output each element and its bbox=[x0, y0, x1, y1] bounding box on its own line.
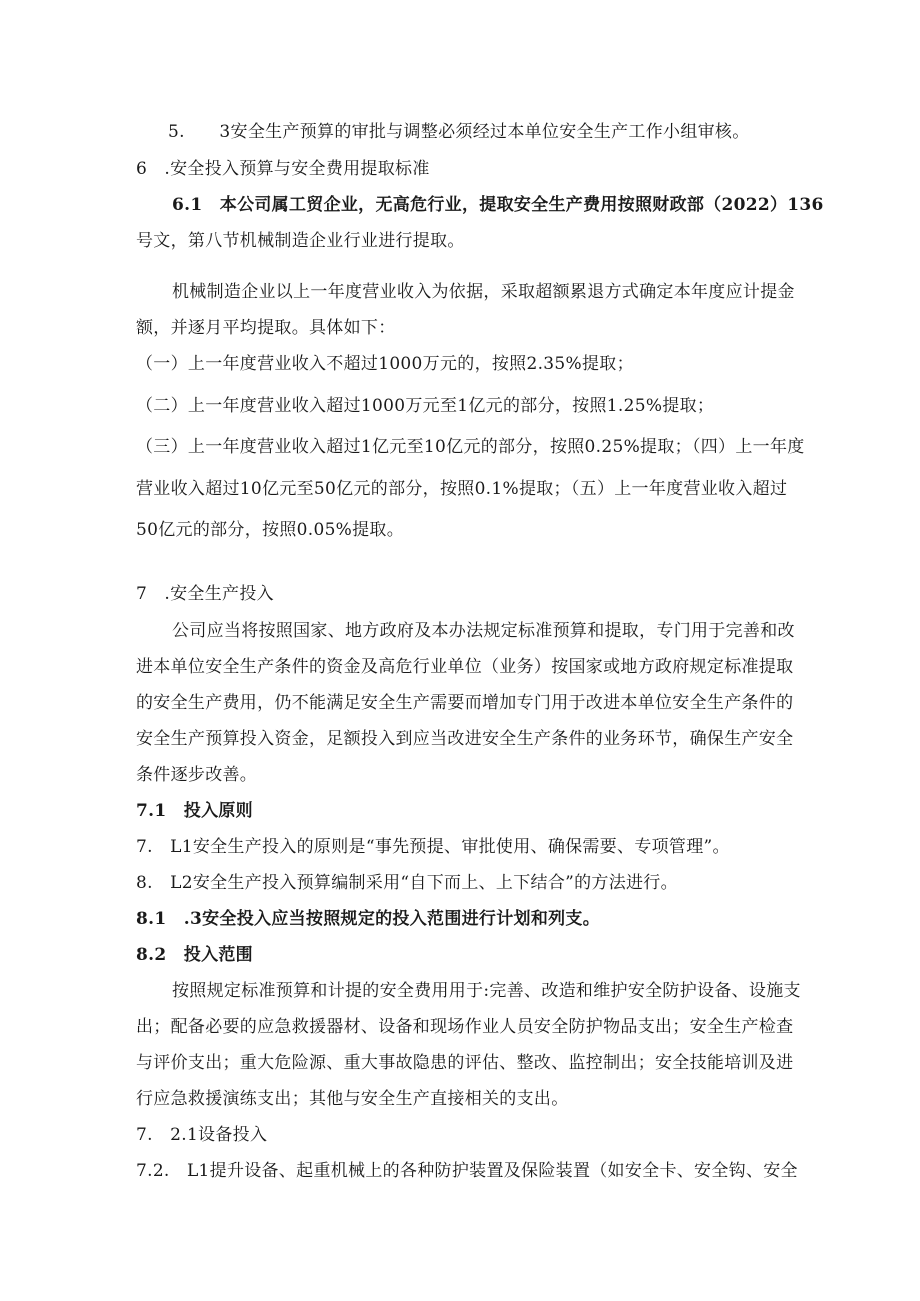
subsection-line: 8.1 .3安全投入应当按照规定的投入范围进行计划和列支。 bbox=[136, 909, 601, 929]
text-line: 的安全生产费用，仍不能满足安全生产需要而增加专门用于改进本单位安全生产条件的 bbox=[136, 693, 794, 713]
text-line: 进本单位安全生产条件的资金及高危行业单位（业务）按国家或地方政府规定标准提取 bbox=[136, 657, 794, 677]
section-heading: 7 .安全生产投入 bbox=[136, 584, 274, 604]
subsection-heading: 7.1 投入原则 bbox=[136, 801, 253, 821]
list-item: （三）上一年度营业收入超过1亿元至10亿元的部分，按照0.25%提取；（四）上一年度 bbox=[136, 437, 805, 457]
text-line: 安全生产预算投入资金，足额投入到应当改进安全生产条件的业务环节，确保生产安全 bbox=[136, 729, 794, 749]
text-line: 7.2. L1提升设备、起重机械上的各种防护装置及保险装置（如安全卡、安全钩、安全 bbox=[136, 1161, 798, 1181]
text-line: 8. L2安全生产投入预算编制采用“自下而上、上下结合”的方法进行。 bbox=[136, 873, 678, 893]
list-item: 50亿元的部分，按照0.05%提取。 bbox=[136, 520, 405, 540]
text-line: 公司应当将按照国家、地方政府及本办法规定标准预算和提取，专门用于完善和改 bbox=[172, 621, 795, 641]
list-item: （一）上一年度营业收入不超过1000万元的，按照2.35%提取； bbox=[136, 354, 634, 374]
subsection-heading: 8.2 投入范围 bbox=[136, 945, 253, 965]
text-line: 7. L1安全生产投入的原则是“事先预提、审批使用、确保需要、专项管理”。 bbox=[136, 837, 730, 857]
text-line: 行应急救援演练支出；其他与安全生产直接相关的支出。 bbox=[136, 1089, 569, 1109]
text-line: 出；配备必要的应急救援器材、设备和现场作业人员安全防护物品支出；安全生产检查 bbox=[136, 1017, 794, 1037]
text-line: 机械制造企业以上一年度营业收入为依据，采取超额累退方式确定本年度应计提金 bbox=[172, 282, 795, 302]
list-item: （二）上一年度营业收入超过1000万元至1亿元的部分，按照1.25%提取； bbox=[136, 396, 715, 416]
text-line: 按照规定标准预算和计提的安全费用用于:完善、改造和维护安全防护设备、设施支 bbox=[172, 981, 801, 1001]
section-heading: 6 .安全投入预算与安全费用提取标准 bbox=[136, 159, 430, 179]
text-line: 与评价支出；重大危险源、重大事故隐患的评估、整改、监控制出；安全技能培训及进 bbox=[136, 1053, 794, 1073]
text-line: 额，并逐月平均提取。具体如下： bbox=[136, 318, 396, 338]
text-line: 号文，第八节机械制造企业行业进行提取。 bbox=[136, 231, 465, 251]
text-line: 条件逐步改善。 bbox=[136, 765, 258, 785]
text-line: 5. 3安全生产预算的审批与调整必须经过本单位安全生产工作小组审核。 bbox=[168, 122, 750, 142]
subsection-line: 6.1 本公司属工贸企业，无高危行业，提取安全生产费用按照财政部（2022）136 bbox=[172, 195, 824, 215]
list-item: 营业收入超过10亿元至50亿元的部分，按照0.1%提取；（五）上一年度营业收入超过 bbox=[136, 479, 788, 499]
subsection-heading: 7. 2.1设备投入 bbox=[136, 1125, 268, 1145]
